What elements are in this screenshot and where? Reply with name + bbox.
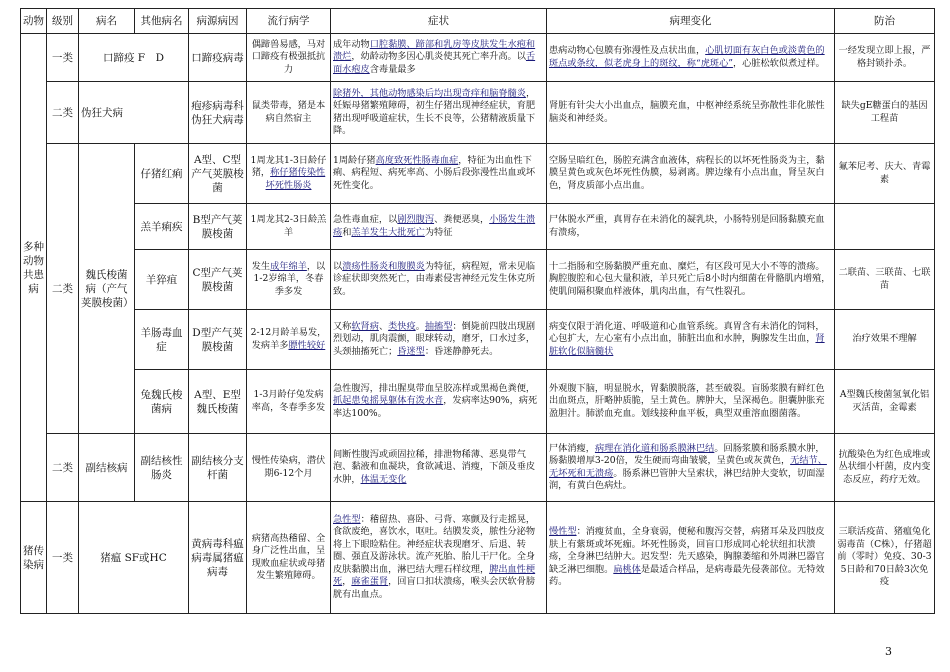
disease-name-cell: 猪瘟 SF或HC: [79, 502, 189, 614]
header-level: 级别: [47, 9, 79, 34]
header-other-name: 其他病名: [135, 9, 189, 34]
page-number: 3: [885, 645, 892, 658]
other-name-cell: 羔羊痢疾: [135, 204, 189, 250]
header-row: [21, 9, 935, 34]
prevention-cell: 抗酸染色为红色成堆或丛状细小杆菌，皮内变态反应，药疗无效。: [835, 434, 935, 502]
pathology-cell: 病变仅限于消化道、呼吸道和心血管系统。真胃含有未消化的饲料，心包扩大，左心室有小点出血，肺脏出血和水肿，胸腺发生出血，肾脏软化似脑髓状: [547, 310, 835, 370]
cause-cell: 副结核分支杆菌: [189, 434, 247, 502]
level-cell: 一类: [47, 34, 79, 82]
cause-cell: C型产气荚膜梭菌: [189, 250, 247, 310]
level-cell: 二类: [47, 434, 79, 502]
header-epidemiology: 流行病学: [247, 9, 331, 34]
pathology-cell: 十二指肠和空肠黏膜严重充血、糜烂，有区段可见大小不等的溃疡。胸腔腹腔和心包大量积液，羊只死亡后8小时内细菌在骨骼肌内增殖，使肌间隔积聚血样液体，肌肉出血，有气性裂孔。: [547, 250, 835, 310]
prevention-cell: 二联苗、三联苗、七联苗: [835, 250, 935, 310]
symptoms-cell: 除猪外，其他动物感染后均出现奇痒和脑脊髓炎，妊娠母猪繁殖障碍，初生仔猪出现神经症状，育肥猪出现呼吸道症状，生长不良等，公猪精液质量下降。: [331, 82, 547, 144]
cause-cell: A型、C型产气荚膜梭菌: [189, 144, 247, 204]
cause-cell: 疱疹病毒科伪狂犬病毒: [189, 82, 247, 144]
disease-table: [20, 8, 935, 614]
epidemiology-cell: 偶蹄兽易感，马对口蹄疫有极强抵抗力: [247, 34, 331, 82]
pathology-cell: 空肠呈暗红色，肠腔充满含血液体，病程长的以坏死性肠炎为主，黏膜呈黄色或灰色坏死性伪膜，易剥离。脾边缘有小点出血，肾呈灰白色，肾皮质部小点出血。: [547, 144, 835, 204]
header-symptoms: 症状: [331, 9, 547, 34]
table-row-clostridium-2: [21, 204, 935, 250]
epidemiology-cell: 慢性传染病，潜伏期6-12个月: [247, 434, 331, 502]
disease-name-cell: 魏氏梭菌病（产气荚膜梭菌）: [79, 144, 135, 434]
table-row-clostridium-4: [21, 310, 935, 370]
symptoms-cell: 急性型：稽留热、喜卧、弓背、寒颤及行走摇晃，食欲废绝，喜饮水，呕吐。结膜发炎，脓性分泌物将上下眼睑粘住。神经症状表现磨牙、后退、转圈、强直及游泳状。流产死胎、胎儿干尸化。全身皮肤黏膜出血，淋巴结大理石样纹理，脾出血性梗死，麻雀蛋肾，回盲口扣状溃疡，喉头会厌软骨膀胱有出血点。: [331, 502, 547, 614]
pathology-cell: 患病动物心包膜有弥漫性及点状出血，心肌切面有灰白色或淡黄色的斑点或条纹，似老虎身上的斑纹，称“虎斑心”，心脏松软似煮过样。: [547, 34, 835, 82]
table-row-clostridium-3: [21, 250, 935, 310]
symptoms-cell: 间断性腹泻或顽固拉稀，排泄物稀薄、恶臭带气泡、黏液和血凝块，食欲减退、消瘦，下颌及垂皮水肿，体温无变化: [331, 434, 547, 502]
pathology-cell: 肾脏有针尖大小出血点，脑膜充血，中枢神经系统呈弥散性非化脓性脑炎和神经炎。: [547, 82, 835, 144]
epidemiology-cell: 2-12月龄羊易发，发病羊多膘性较好: [247, 310, 331, 370]
pathology-cell: 慢性型：消瘦贫血，全身衰弱，便秘和腹泻交替，病猪耳朵及四肢皮肤上有紫斑或坏死痂。坏死性肠炎，回盲口形成同心轮状纽扣状溃疡，全身淋巴结肿大。迟发型：先天感染，胸腺萎缩和外周淋巴器官缺乏淋巴细胞。扁桃体是最适合样品，是病毒最先侵袭部位。无特效药。: [547, 502, 835, 614]
level-cell: 二类: [47, 144, 79, 434]
epidemiology-cell: 1周龙其1-3日龄仔猪，称仔猪传染性坏死性肠炎: [247, 144, 331, 204]
animal-group-cell: 猪传染病: [21, 502, 47, 614]
prevention-cell: [835, 204, 935, 250]
other-name-cell: 兔魏氏梭菌病: [135, 370, 189, 434]
header-cause: 病源病因: [189, 9, 247, 34]
table-row-johne: [21, 434, 935, 502]
cause-cell: D型产气荚膜梭菌: [189, 310, 247, 370]
prevention-cell: 三联活疫苗、猪瘟兔化弱毒苗（C株），仔猪超前（零时）免疫、30-35日龄和70日龄3次免疫: [835, 502, 935, 614]
other-name-cell: 羊肠毒血症: [135, 310, 189, 370]
symptoms-cell: 以溃疡性肠炎和腹膜炎为特征，病程短，常未见临诊症状即突然死亡，由毒素侵害神经元发生休克所致。: [331, 250, 547, 310]
animal-group-cell: 多种动物共患病: [21, 34, 47, 502]
disease-name-cell: 伪狂犬病: [79, 82, 189, 144]
table-row-clostridium-1: [21, 144, 935, 204]
disease-name-cell: 副结核病: [79, 434, 135, 502]
header-disease-name: 病名: [79, 9, 135, 34]
symptoms-cell: 1周龄仔猪高度致死性肠毒血症，特征为出血性下痢、病程短、病死率高、小肠后段弥漫性出血或坏死性变化。: [331, 144, 547, 204]
other-name-cell: 副结核性肠炎: [135, 434, 189, 502]
pathology-cell: 尸体消瘦，病理在消化道和肠系膜淋巴结。回肠浆膜和肠系膜水肿，肠黏膜增厚3-20倍，发生硬而弯曲皱襞，呈黄色或灰黄色，无结节、无坏死和无溃疡。肠系淋巴管肿大呈索状，淋巴结肿大变软，切面湿润，有黄白色病灶。: [547, 434, 835, 502]
table-row-pr: [21, 82, 935, 144]
epidemiology-cell: 1-3月龄仔兔发病率高，冬春季多发: [247, 370, 331, 434]
header-animal: 动物: [21, 9, 47, 34]
other-name-cell: 羊猝疽: [135, 250, 189, 310]
symptoms-cell: 急性毒血症，以剧烈腹泻、粪便恶臭，小肠发生溃疡和羔羊发生大批死亡为特征: [331, 204, 547, 250]
other-name-cell: 仔猪红痢: [135, 144, 189, 204]
table-row-clostridium-5: [21, 370, 935, 434]
table-row-fmd: [21, 34, 935, 82]
epidemiology-cell: 病猪高热稽留、全身广泛性出血，呈现败血症状或母猪发生繁殖障碍。: [247, 502, 331, 614]
header-prevention: 防治: [835, 9, 935, 34]
symptoms-cell: 急性腹泻，排出腥臭带血呈胶冻样或黑褐色粪便，抓起患兔摇晃躯体有泼水音，发病率达90%，病死率达100%。: [331, 370, 547, 434]
prevention-cell: 氟苯尼考、庆大、青霉素: [835, 144, 935, 204]
header-pathology: 病理变化: [547, 9, 835, 34]
level-cell: 二类: [47, 82, 79, 144]
prevention-cell: 缺失gE糖蛋白的基因工程苗: [835, 82, 935, 144]
cause-cell: 口蹄疫病毒: [189, 34, 247, 82]
pathology-cell: 尸体脱水严重，真胃存在未消化的凝乳块，小肠特别是回肠黏膜充血有溃疡，: [547, 204, 835, 250]
cause-cell: 黄病毒科瘟病毒属猪瘟病毒: [189, 502, 247, 614]
disease-name-cell: 口蹄疫 F D: [79, 34, 189, 82]
prevention-cell: 治疗效果不理解: [835, 310, 935, 370]
prevention-cell: A型魏氏梭菌氢氧化铝灭活苗，金霉素: [835, 370, 935, 434]
cause-cell: A型、E型魏氏梭菌: [189, 370, 247, 434]
symptoms-cell: 又称软肾病、类快疫。抽搐型：倒毙前四肢出现剧烈划动，肌肉震颤，眼球转动，磨牙，口水过多，头颈抽搐死亡；昏迷型：昏迷静静死去。: [331, 310, 547, 370]
symptoms-cell: 成年动物口腔黏膜、蹄部和乳房等皮肤发生水疱和溃烂，幼龄动物多因心肌炎使其死亡率升高。以舌面水疱皮含毒量最多: [331, 34, 547, 82]
level-cell: 一类: [47, 502, 79, 614]
table-row-csf: [21, 502, 935, 614]
epidemiology-cell: 发生成年绵羊，以1-2岁绵羊，冬春季多发: [247, 250, 331, 310]
cause-cell: B型产气荚膜梭菌: [189, 204, 247, 250]
epidemiology-cell: 1周龙其2-3日龄羔羊: [247, 204, 331, 250]
prevention-cell: 一经发现立即上报，严格封锁扑杀。: [835, 34, 935, 82]
pathology-cell: 外观腹下脑，明显脱水，胃黏膜脱落，甚至破裂。盲肠浆膜有鲜红色出血斑点，肝略肿质脆，呈土黄色。脾肿大，呈深褐色。胆囊肿胀充盈胆汁。肺淤血充血。划线接种血平板，典型双重溶血圈菌落。: [547, 370, 835, 434]
epidemiology-cell: 鼠类带毒，猪是本病自然宿主: [247, 82, 331, 144]
